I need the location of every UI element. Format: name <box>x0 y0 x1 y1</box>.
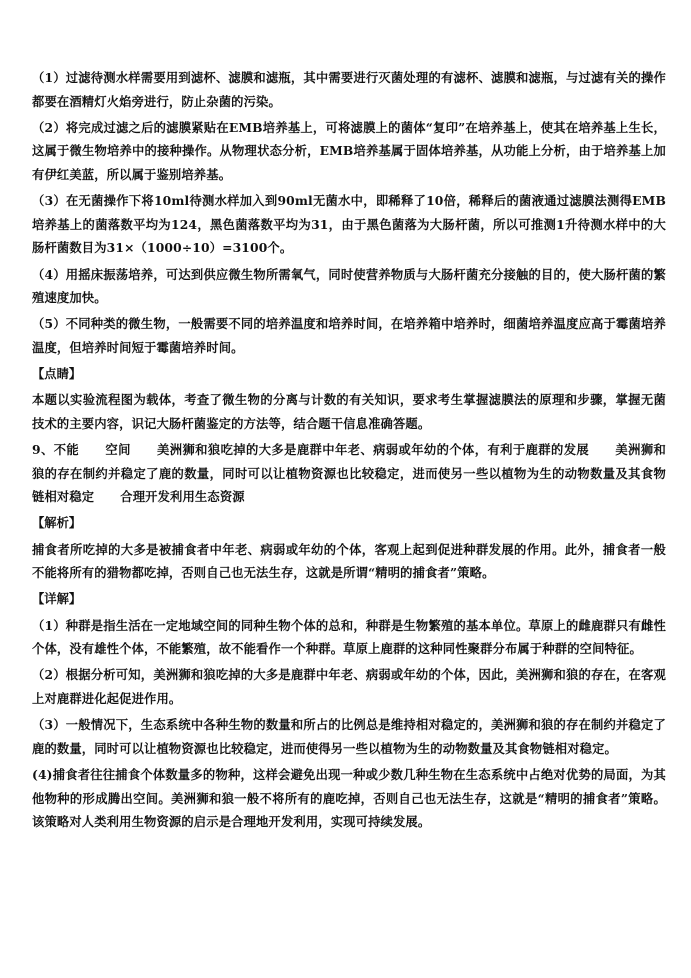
xiangjie-paragraph-2: （2）根据分析可知，美洲狮和狼吃掉的大多是鹿群中年老、病弱或年幼的个体，因此，美洲狮和狼的存在，在客观上对鹿群进化起促进作用。 <box>32 667 666 706</box>
question-9-answer <box>32 438 666 509</box>
xiangjie-paragraph-3: （3）一般情况下，生态系统中各种生物的数量和所占的比例总是维持相对稳定的，美洲狮和狼的存在制约并稳定了鹿的数量，同时可以让植物资源也比较稳定，进而使得另一些以植物为生的动物数量及其食物链相对稳定。 <box>32 717 666 756</box>
answer-paragraph-5: （5）不同种类的微生物，一般需要不同的培养温度和培养时间，在培养箱中培养时，细菌培养温度应高于霉菌培养温度，但培养时间短于霉菌培养时间。 <box>32 316 666 355</box>
answer-blank-4: 美洲狮和狼的存在制约并稳定了鹿的数量，同时可以让植物资源也比较稳定，进而使另一些以植物为生的动物数量及其食物链相对稳定 <box>32 442 666 505</box>
answer-blank-1: 不能 <box>53 442 80 458</box>
document-page <box>32 66 666 835</box>
answer-paragraph-3: （3）在无菌操作下将10ml待测水样加入到90ml无菌水中，即稀释了10倍，稀释后的菌液通过滤膜法测得EMB培养基上的菌落数平均为124，黑色菌落数平均为31，由于黑色菌落为大肠杆菌，所以可推测1升待测水样中的大肠杆菌数目为31×（1000÷10）=3100个。 <box>32 193 666 256</box>
xiangjie-heading: 【详解】 <box>32 591 82 607</box>
answer-paragraph-1: （1）过滤待测水样需要用到滤杯、滤膜和滤瓶，其中需要进行灭菌处理的有滤杯、滤膜和滤瓶，与过滤有关的操作都要在酒精灯火焰旁进行，防止杂菌的污染。 <box>32 70 666 109</box>
answer-blank-5: 合理开发利用生态资源 <box>120 489 245 505</box>
answer-paragraph-4: （4）用摇床振荡培养，可达到供应微生物所需氧气，同时使营养物质与大肠杆菌充分接触的目的，使大肠杆菌的繁殖速度加快。 <box>32 266 666 306</box>
answer-paragraph-2: （2）将完成过滤之后的滤膜紧贴在EMB培养基上，可将滤膜上的菌体“复印”在培养基上，使其在培养基上生长，这属于微生物培养中的接种操作。从物理状态分析，EMB培养基属于固体培养基，从功能上分析，由于培养基上加有伊红美蓝，所以属于鉴别培养基。 <box>32 119 666 182</box>
dianjing-heading: 【点睛】 <box>32 366 82 382</box>
jiexi-text: 捕食者所吃掉的大多是被捕食者中年老、病弱或年幼的个体，客观上起到促进种群发展的作用。此外，捕食者一般不能将所有的猎物都吃掉，否则自己也无法生存，这就是所谓“精明的捕食者”策略。 <box>32 541 666 581</box>
question-number: 9、 <box>32 442 54 458</box>
answer-blank-2: 空间 <box>105 442 131 458</box>
answer-blank-3: 美洲狮和狼吃掉的大多是鹿群中年老、病弱或年幼的个体，有利于鹿群的发展 <box>156 442 590 458</box>
jiexi-heading: 【解析】 <box>32 515 82 531</box>
xiangjie-paragraph-4: (4)捕食者往往捕食个体数量多的物种，这样会避免出现一种或少数几种生物在生态系统中占绝对优势的局面，为其他物种的形成腾出空间。美洲狮和狼一般不将所有的鹿吃掉，否则自己也无法生存，这就是“精明的捕食者”策略。该策略对人类利用生物资源的启示是合理地开发利用，实现可持续发展。 <box>32 766 666 830</box>
dianjing-text: 本题以实验流程图为载体，考查了微生物的分离与计数的有关知识，要求考生掌握滤膜法的原理和步骤，掌握无菌技术的主要内容，识记大肠杆菌鉴定的方法等，结合题干信息准确答题。 <box>32 392 666 431</box>
xiangjie-paragraph-1: （1）种群是指生活在一定地域空间的同种生物个体的总和，种群是生物繁殖的基本单位。草原上的雌鹿群只有雌性个体，没有雄性个体，不能繁殖，故不能看作一个种群。草原上鹿群的这种同性聚群分布属于种群的空间特征。 <box>32 617 666 657</box>
